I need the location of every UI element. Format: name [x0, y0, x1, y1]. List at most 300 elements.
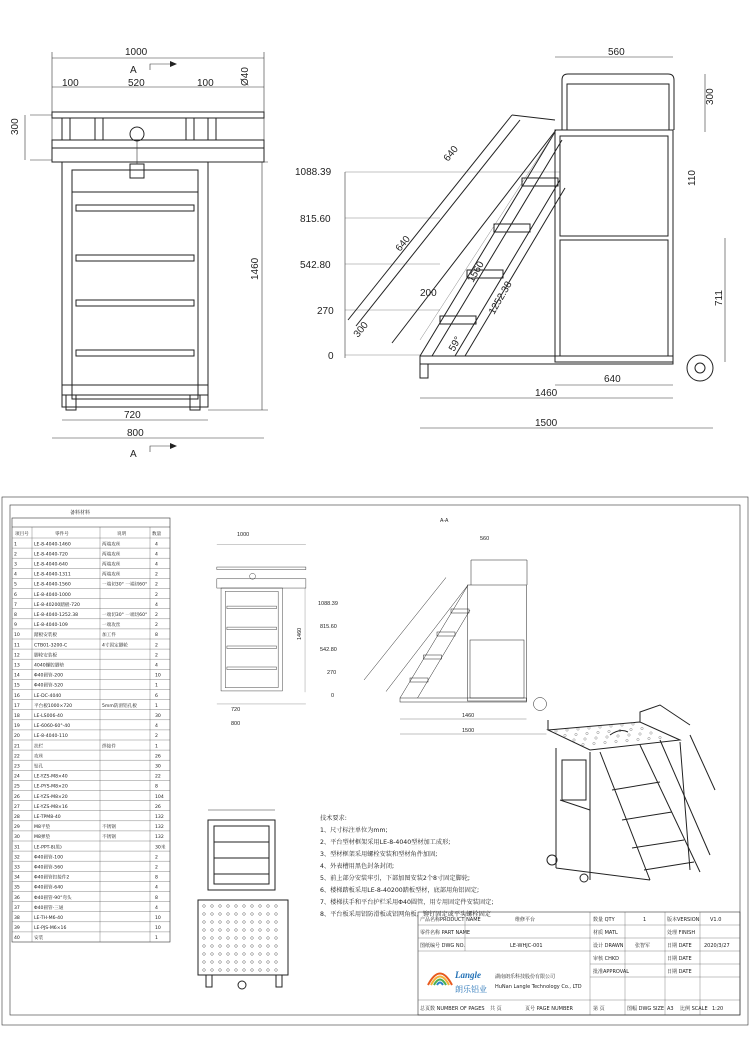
bom-cell-qty: 2 — [155, 865, 158, 871]
side-dim-711: 711 — [714, 290, 725, 306]
sheet-level-0: 0 — [331, 693, 335, 699]
bom-cell-no: 10 — [14, 633, 20, 639]
plate-hole — [259, 953, 262, 956]
bom-cell-no: 36 — [14, 895, 20, 901]
plate-hole — [235, 945, 238, 948]
bom-cell-no: 14 — [14, 673, 20, 679]
tb-page-label: 页号 PAGE NUMBER — [525, 1006, 574, 1012]
platform-hole — [582, 743, 584, 745]
bom-cell-part: Φ40圆管-100 — [34, 855, 64, 861]
plate-hole — [219, 905, 222, 908]
bom-cell-qty: 4 — [155, 552, 158, 558]
tb-qty: 1 — [643, 917, 647, 923]
plate-hole — [211, 953, 214, 956]
front-tube-dia: Ø40 — [240, 67, 251, 86]
plate-hole — [235, 961, 238, 964]
plate-hole — [211, 929, 214, 932]
plate-hole — [203, 929, 206, 932]
platform-hole — [606, 736, 608, 738]
front-width-total: 1000 — [125, 47, 148, 58]
bom-cell-qty: 1 — [155, 703, 158, 709]
bom-header-no: 项目号 — [15, 532, 29, 537]
plate-hole — [267, 929, 270, 932]
tb-part-name-label: 零件名称 PART NAME — [420, 930, 471, 936]
bom-cell-no: 4 — [14, 572, 17, 578]
bom-cell-part: Φ40圆管-520 — [34, 683, 64, 689]
bom-cell-qty: 4 — [155, 663, 158, 669]
side-platform-width: 560 — [608, 47, 625, 58]
plate-hole — [211, 937, 214, 940]
bom-cell-desc: 5mm防滑铝孔板 — [102, 703, 137, 709]
bom-cell-qty: 26 — [155, 754, 161, 760]
plate-hole — [227, 921, 230, 924]
bom-cell-part: M8弹垫 — [34, 835, 51, 841]
bom-cell-part: LE-8-4040-110 — [34, 734, 68, 740]
handrail-low: 640 — [393, 233, 413, 254]
tech-note-3: 3、型材框架采用螺栓安装和型材角件加固; — [320, 851, 438, 858]
bom-cell-qty: 4 — [155, 542, 158, 548]
bom-cell-desc: 两端攻丝 — [102, 572, 121, 578]
sheet-front-width: 1000 — [237, 532, 250, 538]
plate-hole — [267, 905, 270, 908]
platform-hole — [588, 727, 590, 729]
bom-cell-no: 6 — [14, 592, 17, 598]
platform-hole — [608, 730, 610, 732]
tech-notes-title: 技术要求: — [320, 815, 347, 822]
bom-cell-no: 2 — [14, 552, 17, 558]
side-dim-110: 110 — [687, 170, 698, 186]
sheet-base-1460: 1460 — [462, 713, 475, 719]
platform-hole — [650, 732, 652, 734]
plate-hole — [203, 921, 206, 924]
bom-cell-part: LE-YZS-M8×16 — [34, 804, 68, 810]
bom-cell-qty: 132 — [155, 835, 164, 841]
bom-cell-no: 23 — [14, 764, 20, 770]
platform-hole — [573, 739, 575, 741]
bom-cell-qty: 2 — [155, 572, 158, 578]
bom-cell-qty: 2 — [155, 734, 158, 740]
sheet-platform-width: 560 — [480, 536, 490, 542]
bom-cell-no: 8 — [14, 613, 17, 618]
front-inner-width: 720 — [124, 410, 141, 421]
bom-cell-qty: 2 — [155, 623, 158, 629]
plate-hole — [219, 929, 222, 932]
tb-scale: 1:20 — [712, 1006, 724, 1012]
plate-hole — [211, 921, 214, 924]
plate-hole — [211, 969, 214, 972]
bom-cell-qty: 8 — [155, 784, 158, 790]
bom-cell-qty: 2 — [155, 643, 158, 649]
bom-cell-desc: 一端切30° 一端切60° — [102, 613, 148, 618]
plate-hole — [203, 945, 206, 948]
front-height-total: 1460 — [250, 257, 261, 280]
plate-hole — [243, 937, 246, 940]
platform-hole — [599, 726, 601, 728]
bom-cell-part: LE-DC-4040 — [34, 693, 62, 699]
bom-cell-desc: 一端攻丝 — [102, 623, 121, 629]
bom-cell-qty: 4 — [155, 724, 158, 730]
bom-cell-no: 9 — [14, 623, 17, 629]
platform-hole — [604, 741, 606, 743]
bom-cell-part: LE-8-4040-640 — [34, 562, 68, 568]
plate-hole — [251, 929, 254, 932]
platform-hole — [584, 738, 586, 740]
bom-cell-part: 平台板1000×720 — [34, 703, 73, 709]
plate-hole — [275, 961, 278, 964]
bom-cell-part: Φ40圆管-三通 — [34, 905, 64, 911]
tb-qty-label: 数量 QTY — [593, 917, 615, 923]
bom-cell-no: 35 — [14, 885, 20, 891]
bom-cell-part: CTB01-3200-C — [34, 643, 68, 649]
plate-hole — [243, 945, 246, 948]
bom-cell-qty: 8 — [155, 633, 158, 639]
plate-hole — [235, 905, 238, 908]
front-section-mark-bottom: A — [130, 449, 137, 460]
bom-cell-qty: 1 — [155, 744, 158, 750]
platform-hole — [630, 728, 632, 730]
platform-hole — [637, 738, 639, 740]
side-rail-height: 300 — [705, 88, 716, 105]
tb-date-label-3: 日期 DATE — [667, 969, 692, 975]
base-1460: 1460 — [535, 388, 558, 399]
sheet-front-outer: 800 — [231, 721, 241, 727]
bom-header-part: 零件号 — [55, 532, 69, 537]
plate-hole — [251, 921, 254, 924]
bom-cell-desc: 不锈钢 — [102, 825, 116, 831]
bom-cell-no: 5 — [14, 582, 17, 588]
platform-hole — [648, 737, 650, 739]
bom-cell-qty: 10 — [155, 673, 161, 679]
tb-company-cn: 湖南朗乐科技股份有限公司 — [495, 974, 556, 980]
platform-hole — [641, 727, 643, 729]
sheet-level-3: 542.80 — [320, 647, 337, 653]
tb-product-name: 维修平台 — [515, 917, 536, 923]
platform-hole — [626, 739, 628, 741]
plate-hole — [251, 913, 254, 916]
bom-cell-no: 19 — [14, 724, 20, 730]
base-1500: 1500 — [535, 418, 558, 429]
bom-cell-no: 26 — [14, 794, 20, 800]
plate-hole — [267, 969, 270, 972]
plate-hole — [259, 905, 262, 908]
level-0: 0 — [328, 351, 334, 362]
isometric-view — [547, 705, 715, 882]
plate-hole — [251, 969, 254, 972]
plate-hole — [243, 905, 246, 908]
title-block — [418, 912, 740, 1015]
bom-cell-qty: 2 — [155, 613, 158, 618]
platform-hole — [575, 733, 577, 735]
plate-hole — [251, 945, 254, 948]
plate-hole — [267, 937, 270, 940]
plate-hole — [243, 961, 246, 964]
bom-header-desc: 说明 — [117, 532, 127, 537]
plate-hole — [267, 953, 270, 956]
plate-hole — [251, 905, 254, 908]
angle: 59° — [447, 334, 465, 354]
bom-cell-qty: 2 — [155, 855, 158, 861]
bom-cell-qty: 8 — [155, 895, 158, 901]
bom-cell-part: Φ40圆管-200 — [34, 673, 64, 679]
plate-hole — [267, 945, 270, 948]
platform-hole — [639, 733, 641, 735]
platform-hole — [564, 734, 566, 736]
bom-cell-no: 16 — [14, 693, 20, 699]
front-rail-height: 300 — [10, 118, 21, 135]
bom-cell-part: LE-LS006-40 — [34, 714, 63, 719]
plate-hole — [259, 913, 262, 916]
tech-note-5: 5、前上部分安装牢引，下部加图安装2个8寸固定脚轮; — [320, 875, 471, 882]
plate-hole — [203, 953, 206, 956]
bom-cell-no: 17 — [14, 703, 20, 709]
plate-hole — [251, 953, 254, 956]
bom-cell-no: 31 — [14, 845, 20, 851]
level-4: 270 — [317, 306, 334, 317]
plate-hole — [251, 961, 254, 964]
bom-cell-qty: 2 — [155, 653, 158, 659]
bom-cell-qty: 10 — [155, 916, 161, 921]
bom-cell-qty: 2 — [155, 592, 158, 598]
bom-cell-no: 20 — [14, 734, 20, 740]
sheet-front-height: 1460 — [297, 627, 303, 640]
level-3: 542.80 — [300, 260, 331, 271]
sheet-front-view — [217, 544, 306, 704]
plate-hole — [243, 953, 246, 956]
bom-cell-part: M8平垫 — [34, 825, 51, 831]
bom-cell-no: 25 — [14, 784, 20, 790]
front-offset-left: 100 — [62, 78, 79, 89]
plate-hole — [275, 969, 278, 972]
tb-drawn-by: 张智军 — [635, 943, 651, 949]
bom-cell-desc: 不锈钢 — [102, 835, 116, 841]
bom-cell-part: 踏板安装板 — [34, 633, 57, 639]
handrail-rise: 300 — [351, 319, 371, 340]
tb-finish-label: 处理 FINISH — [667, 930, 696, 936]
bom-cell-desc: 加工件 — [102, 633, 116, 639]
plate-hole — [267, 961, 270, 964]
bom-cell-qty: 30 — [155, 764, 161, 770]
bom-cell-part: Φ40圆管-90°弯头 — [34, 895, 72, 901]
bom-cell-qty: 30米 — [155, 845, 166, 851]
bom-cell-part: 4040螺腔脚垫 — [34, 663, 65, 669]
bom-cell-qty: 4 — [155, 905, 158, 911]
bom-cell-part: LE-8-4040-109 — [34, 623, 68, 629]
platform-hole — [586, 732, 588, 734]
bom-cell-no: 27 — [14, 804, 20, 810]
plate-hole — [275, 953, 278, 956]
plate-hole — [211, 945, 214, 948]
platform-hole — [628, 734, 630, 736]
tb-company-en: HuNan Langle Technology Co., LTD — [495, 984, 582, 990]
plate-hole — [235, 913, 238, 916]
front-section-mark: A — [130, 65, 137, 76]
tb-chkd-label: 审核 CHKD — [593, 956, 619, 962]
plate-hole — [259, 969, 262, 972]
platform-hole — [595, 737, 597, 739]
bom-cell-no: 11 — [14, 643, 20, 649]
bom-cell-part: 脚轮安装板 — [34, 653, 57, 659]
bom-cell-qty: 1 — [155, 936, 158, 942]
tb-product-name-label: 产品名称PRODUCT NAME — [420, 917, 481, 923]
bom-cell-qty: 26 — [155, 804, 161, 810]
plate-hole — [259, 921, 262, 924]
bom-cell-part: Φ40圆管-560 — [34, 865, 64, 871]
sheet-level-2: 815.60 — [320, 624, 337, 630]
tb-version-label: 版本VERSION — [667, 917, 700, 923]
bom-cell-no: 3 — [14, 562, 17, 568]
platform-hole — [632, 723, 634, 725]
tech-note-1: 1、尺寸标注单位为mm; — [320, 827, 388, 834]
bom-cell-part: LE-PJS-M6×16 — [34, 926, 67, 932]
tb-size: A3 — [667, 1006, 674, 1012]
bom-cell-qty: 4 — [155, 602, 158, 608]
tb-date-label-1: 日期 DATE — [667, 943, 692, 949]
bom-cell-no: 21 — [14, 744, 20, 750]
plate-hole — [219, 937, 222, 940]
tech-notes — [320, 814, 493, 918]
bom-cell-no: 33 — [14, 865, 20, 871]
level-1: 1088.39 — [295, 167, 332, 178]
bom-cell-qty: 4 — [155, 885, 158, 891]
bom-cell-part: LE-6060-60°-40 — [34, 724, 71, 730]
bom-cell-part: LE-TPM8-40 — [34, 815, 61, 820]
sheet-level-1: 1088.39 — [318, 601, 338, 607]
tb-version: V1.0 — [710, 917, 722, 923]
plate-hole — [243, 921, 246, 924]
plate-hole — [259, 937, 262, 940]
plate-hole — [275, 929, 278, 932]
front-outer-width: 800 — [127, 428, 144, 439]
bom-cell-no: 7 — [14, 602, 17, 608]
bom-title: 备料材料 — [70, 510, 91, 516]
sheet-front-inner: 720 — [231, 707, 241, 713]
plate-hole — [219, 913, 222, 916]
plate-hole — [227, 929, 230, 932]
tb-scale-label: 比例 SCALE — [680, 1006, 708, 1012]
tb-dwg-label: 图纸编号 DWG NO. — [420, 943, 465, 949]
plate-hole — [219, 961, 222, 964]
section-label: A-A — [440, 518, 449, 524]
bom-header-qty: 数量 — [152, 532, 162, 537]
bom-cell-no: 40 — [14, 936, 20, 942]
plate-hole — [267, 921, 270, 924]
plate-hole — [227, 905, 230, 908]
bom-cell-no: 13 — [14, 663, 20, 669]
sheet-level-4: 270 — [327, 670, 337, 676]
bom-cell-part: LE-YZS-M8×40 — [34, 774, 68, 780]
bom-cell-qty: 104 — [155, 794, 164, 800]
plate-hole — [235, 969, 238, 972]
bom-cell-part: 安装 — [34, 936, 44, 942]
plate-hole — [275, 937, 278, 940]
plate-hole — [275, 921, 278, 924]
front-offset-right: 100 — [197, 78, 214, 89]
plate-hole — [219, 921, 222, 924]
front-span-mid: 520 — [128, 78, 145, 89]
plate-hole — [211, 961, 214, 964]
tb-approval-label: 批准APPROVAL — [593, 969, 630, 975]
platform-hole — [577, 728, 579, 730]
platform-hole — [566, 729, 568, 731]
bom-cell-part: LE-PPT-8(黑) — [34, 845, 62, 851]
bom-cell-no: 12 — [14, 653, 20, 659]
bom-cell-part: LE-8-40200踏板-720 — [34, 602, 80, 608]
tb-date-label-2: 日期 DATE — [667, 956, 692, 962]
base-640: 640 — [604, 374, 621, 385]
bom-cell-no: 22 — [14, 754, 20, 760]
plate-hole — [203, 913, 206, 916]
bom-cell-desc: 4寸固定脚轮 — [102, 643, 128, 649]
tb-date: 2020/3/27 — [704, 943, 730, 949]
bom-cell-part: LE-TH-M6-40 — [34, 916, 64, 921]
tb-page: 第 页 — [593, 1006, 605, 1012]
plate-hole — [227, 961, 230, 964]
tb-dwg-no: LE-WHJC-001 — [510, 943, 543, 949]
bom-cell-part: LE-8-4040-1252.38 — [34, 613, 79, 618]
handrail-top: 640 — [441, 143, 461, 164]
tech-note-4: 4、外表槽用黑色封条封闭; — [320, 863, 395, 870]
sheet-inner-border — [10, 505, 740, 1015]
bom-cell-desc: 两端攻丝 — [102, 542, 121, 548]
bom-cell-qty: 6 — [155, 693, 158, 699]
langle-logo — [428, 970, 487, 994]
bom-cell-qty: 1 — [155, 683, 158, 689]
plate-hole — [275, 905, 278, 908]
sheet-base-1500: 1500 — [462, 728, 475, 734]
platform-hole — [621, 724, 623, 726]
bom-cell-no: 28 — [14, 815, 20, 820]
plate-hole — [251, 937, 254, 940]
bom-cell-no: 34 — [14, 875, 20, 881]
plate-hole — [235, 921, 238, 924]
plate-hole — [259, 945, 262, 948]
logo-text: Langle — [455, 970, 481, 980]
plate-hole — [227, 937, 230, 940]
plate-hole — [219, 953, 222, 956]
plate-hole — [203, 969, 206, 972]
bom-cell-desc: 一端切30° 一端切60° — [102, 582, 148, 588]
bom-cell-no: 30 — [14, 835, 20, 841]
bom-cell-qty: 30 — [155, 714, 161, 719]
tech-note-7: 7、楼梯扶手和平台护栏采用Φ40圆管，用专用固定件安装固定; — [320, 899, 494, 906]
bom-cell-desc: 两端攻丝 — [102, 552, 121, 558]
bom-cell-part: LE-8-4040-1460 — [34, 542, 71, 548]
plate-hole — [275, 913, 278, 916]
plate-hole — [235, 937, 238, 940]
bom-cell-desc: 焊接件 — [102, 744, 116, 750]
bom-cell-part: Φ40圆管-640 — [34, 885, 64, 891]
tech-note-6: 6、楼梯踏板采用LE-8-40200踏板型材，底部用角铝固定; — [320, 887, 480, 894]
bom-cell-qty: 4 — [155, 562, 158, 568]
plate-hole — [243, 929, 246, 932]
platform-hole — [610, 725, 612, 727]
plate-hole — [211, 913, 214, 916]
bom-cell-qty: 2 — [155, 582, 158, 588]
plate-hole — [219, 945, 222, 948]
plate-hole — [243, 913, 246, 916]
platform-hole — [659, 736, 661, 738]
bom-cell-part: LE-8-4040-1311 — [34, 572, 71, 578]
tb-pages-label: 总页数 NUMBER OF PAGES — [420, 1006, 485, 1012]
bom-cell-part: 攻丝 — [34, 754, 44, 760]
plate-hole — [235, 929, 238, 932]
plate-hole — [235, 953, 238, 956]
bom-cell-desc: 两端攻丝 — [102, 562, 121, 568]
bom-cell-part: LE-8-4040-720 — [34, 552, 68, 558]
bom-cell-no: 37 — [14, 905, 20, 911]
plate-hole — [203, 937, 206, 940]
plate-hole — [227, 945, 230, 948]
